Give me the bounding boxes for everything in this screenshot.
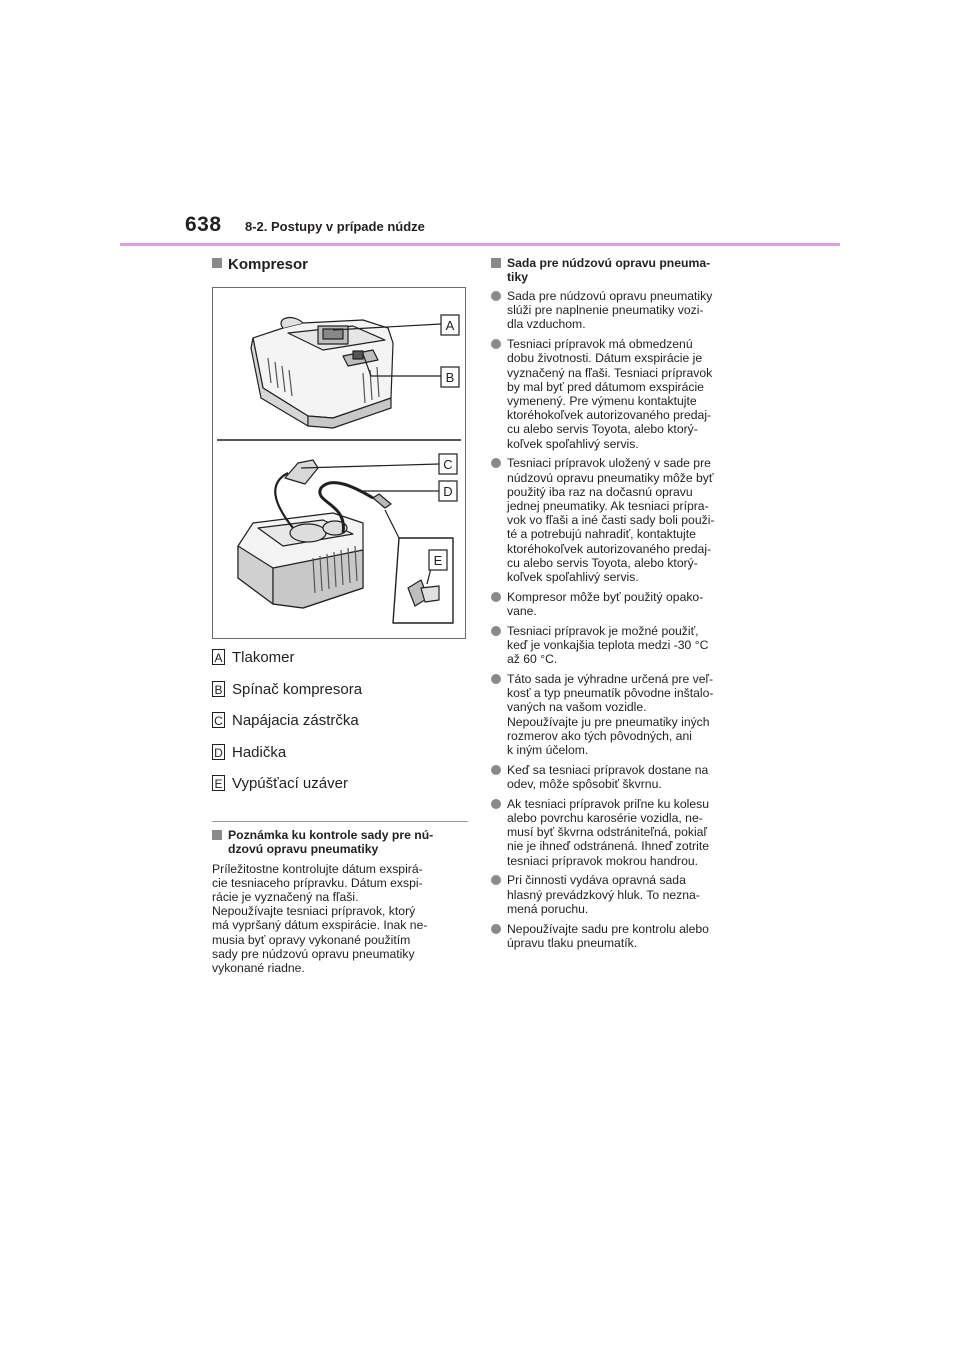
bullet-line: hlasný prevádzkový hluk. To nezna-	[507, 887, 700, 902]
bullet-line: vane.	[507, 604, 537, 619]
note-title-line: Poznámka ku kontrole sady pre nú-	[228, 827, 434, 842]
legend-tag: E	[212, 775, 225, 791]
bullet-line: vok vo fľaši a iné časti sady boli použi-	[507, 513, 715, 528]
legend-item	[212, 744, 468, 776]
bullet-line: núdzovú opravu pneumatiky môže byť	[507, 470, 714, 485]
bullet-line: tesniaci prípravok mokrou handrou.	[507, 853, 699, 868]
square-bullet-icon	[212, 830, 222, 840]
bullet-text	[507, 922, 709, 950]
bullet-line: Keď sa tesniaci prípravok dostane na	[507, 762, 709, 777]
bullet-line: ktoréhokoľvek autorizovaného predaj-	[507, 408, 712, 423]
bullet-text	[507, 672, 713, 757]
bullet-text	[507, 763, 708, 791]
bullet-line: vymenený. Pre výmenu kontaktujte	[507, 394, 697, 409]
legend-tag: B	[212, 681, 225, 697]
note-separator	[212, 821, 468, 822]
callout-line-c	[301, 464, 439, 468]
bullet-line: rozmerov ako tých pôvodných, ani	[507, 728, 692, 743]
compressor-figure	[212, 287, 466, 639]
legend-item	[212, 775, 468, 807]
bullet-text	[507, 873, 700, 916]
bullet-item	[491, 337, 758, 451]
round-bullet-icon	[491, 592, 501, 602]
round-bullet-icon	[491, 458, 501, 468]
bullet-line: ktoréhokoľvek autorizovaného predaj-	[507, 541, 712, 556]
legend-text: Tlakomer	[232, 649, 295, 666]
legend-item	[212, 681, 468, 713]
heading-line: tiky	[507, 270, 529, 284]
repair-kit-heading	[491, 256, 758, 284]
callout-d: D	[443, 484, 453, 499]
note-line: má vypršaný dátum exspirácie. Inak ne-	[212, 918, 428, 933]
legend-text: Hadička	[232, 743, 287, 761]
round-bullet-icon	[491, 875, 501, 885]
bullet-line: cu alebo servis Toyota, alebo ktorý-	[507, 422, 698, 437]
round-bullet-icon	[491, 291, 501, 301]
compressor-illustration	[213, 288, 465, 638]
note-line: musia byť opravy vykonané použitím	[212, 932, 411, 947]
bullet-line: vaných na vašom vozidle.	[507, 700, 647, 715]
note-line: sady pre núdzovú opravu pneumatiky	[212, 946, 415, 961]
round-bullet-icon	[491, 674, 501, 684]
bullet-line: slúži pre naplnenie pneumatiky vozi-	[507, 303, 704, 318]
bullet-line: úpravu tlaku pneumatík.	[507, 935, 638, 950]
bullet-line: koľvek spoľahlivý servis.	[507, 570, 639, 585]
legend-item	[212, 712, 468, 744]
round-bullet-icon	[491, 626, 501, 636]
bullet-item	[491, 922, 758, 950]
bullet-line: keď je vonkajšia teplota medzi -30 °C	[507, 638, 709, 653]
legend-text: Napájacia zástrčka	[232, 712, 359, 729]
heading-line: Sada pre núdzovú opravu pneuma-	[507, 256, 711, 270]
bullet-line: použitý iba raz na dočasnú opravu	[507, 484, 693, 499]
bullet-line: Tesniaci prípravok uložený v sade pre	[507, 456, 711, 471]
bullet-text	[507, 797, 709, 868]
bullet-line: jednej pneumatiky. Ak tesniaci prípra-	[507, 499, 709, 514]
bullet-line: dobu životnosti. Dátum exspirácie je	[507, 351, 703, 366]
callout-e: E	[433, 553, 443, 568]
bullet-line: Táto sada je výhradne určená pre veľ-	[507, 672, 714, 687]
bullet-line: odev, môže spôsobiť škvrnu.	[507, 777, 662, 792]
bullet-item	[491, 456, 758, 584]
round-bullet-icon	[491, 339, 501, 349]
bullet-item	[491, 873, 758, 916]
bullet-text	[507, 337, 712, 451]
note-line: Príležitostne kontrolujte dátum exspirá-	[212, 861, 423, 876]
bullet-text	[507, 289, 712, 332]
bullet-line: Nepoužívajte ju pre pneumatiky iných	[507, 714, 710, 729]
section-title: 8-2. Postupy v prípade núdze	[245, 219, 425, 234]
bullet-line: by mal byť pred dátumom exspirácie	[507, 379, 704, 394]
note-title	[212, 828, 468, 856]
bullet-line: až 60 °C.	[507, 652, 558, 667]
bullet-line: Kompresor môže byť použitý opako-	[507, 589, 704, 604]
bullet-line: kosť a typ pneumatík pôvodne inštalo-	[507, 686, 714, 701]
legend-tag: D	[212, 744, 225, 760]
legend-tag: A	[212, 649, 225, 665]
legend-tag: C	[212, 712, 225, 728]
note-line: rácie je vyznačený na fľaši.	[212, 889, 359, 904]
page-number: 638	[185, 213, 222, 236]
bullet-item	[491, 672, 758, 757]
square-bullet-icon	[491, 258, 501, 268]
round-bullet-icon	[491, 799, 501, 809]
bullet-line: Pri činnosti vydáva opravná sada	[507, 873, 686, 888]
note-line: vykonané riadne.	[212, 960, 305, 975]
bullet-line: Tesniaci prípravok má obmedzenú	[507, 337, 693, 352]
callout-a: A	[445, 318, 455, 333]
bullet-item	[491, 590, 758, 618]
callout-b: B	[445, 370, 455, 385]
note-body	[212, 862, 468, 976]
round-bullet-icon	[491, 924, 501, 934]
bullet-line: koľvek spoľahlivý servis.	[507, 436, 639, 451]
bullet-line: mená poruchu.	[507, 901, 589, 916]
bullet-line: k iným účelom.	[507, 743, 589, 758]
kompresor-heading-text: Kompresor	[228, 256, 309, 273]
bullet-line: musí byť škvrna odstrániteľná, pokiaľ	[507, 825, 707, 840]
bullet-line: nie je ihneď odstránená. Ihneď zotrite	[507, 839, 709, 854]
bullet-line: Tesniaci prípravok je možné použiť,	[507, 623, 699, 638]
bullet-item	[491, 289, 758, 332]
note-line: cie tesniaceho prípravku. Dátum exspi-	[212, 875, 423, 890]
bullet-line: Ak tesniaci prípravok priľne ku kolesu	[507, 796, 710, 811]
bullet-item	[491, 763, 758, 791]
bullet-line: Nepoužívajte sadu pre kontrolu alebo	[507, 921, 709, 936]
bullet-line: alebo povrchu karosérie vozidla, ne-	[507, 811, 703, 826]
bullet-line: vyznačený na fľaši. Tesniaci prípravok	[507, 365, 713, 380]
bullet-text	[507, 456, 714, 584]
bullet-text	[507, 590, 703, 618]
square-bullet-icon	[212, 258, 222, 268]
legend-text: Vypúšťací uzáver	[232, 775, 348, 792]
bullet-list	[491, 289, 758, 950]
bullet-line: dla vzduchom.	[507, 317, 586, 332]
bullet-text	[507, 624, 708, 667]
bullet-line: Sada pre núdzovú opravu pneumatiky	[507, 289, 713, 303]
compressor-top-unit	[251, 318, 393, 428]
left-column	[212, 256, 468, 975]
bullet-line: té a potrebujú nahradiť, kontaktujte	[507, 527, 696, 542]
right-column	[491, 256, 758, 956]
legend-text: Spínač kompresora	[232, 680, 363, 698]
bullet-line: cu alebo servis Toyota, alebo ktorý-	[507, 555, 698, 570]
header-rule	[120, 243, 840, 246]
legend-item	[212, 649, 468, 681]
bullet-item	[491, 624, 758, 667]
kompresor-heading	[212, 256, 468, 274]
bullet-item	[491, 797, 758, 868]
note-title-line: dzovú opravu pneumatiky	[228, 841, 379, 856]
note-line: Nepoužívajte tesniaci prípravok, ktorý	[212, 904, 416, 919]
callout-c: C	[443, 457, 453, 472]
figure-legend	[212, 649, 468, 807]
round-bullet-icon	[491, 765, 501, 775]
